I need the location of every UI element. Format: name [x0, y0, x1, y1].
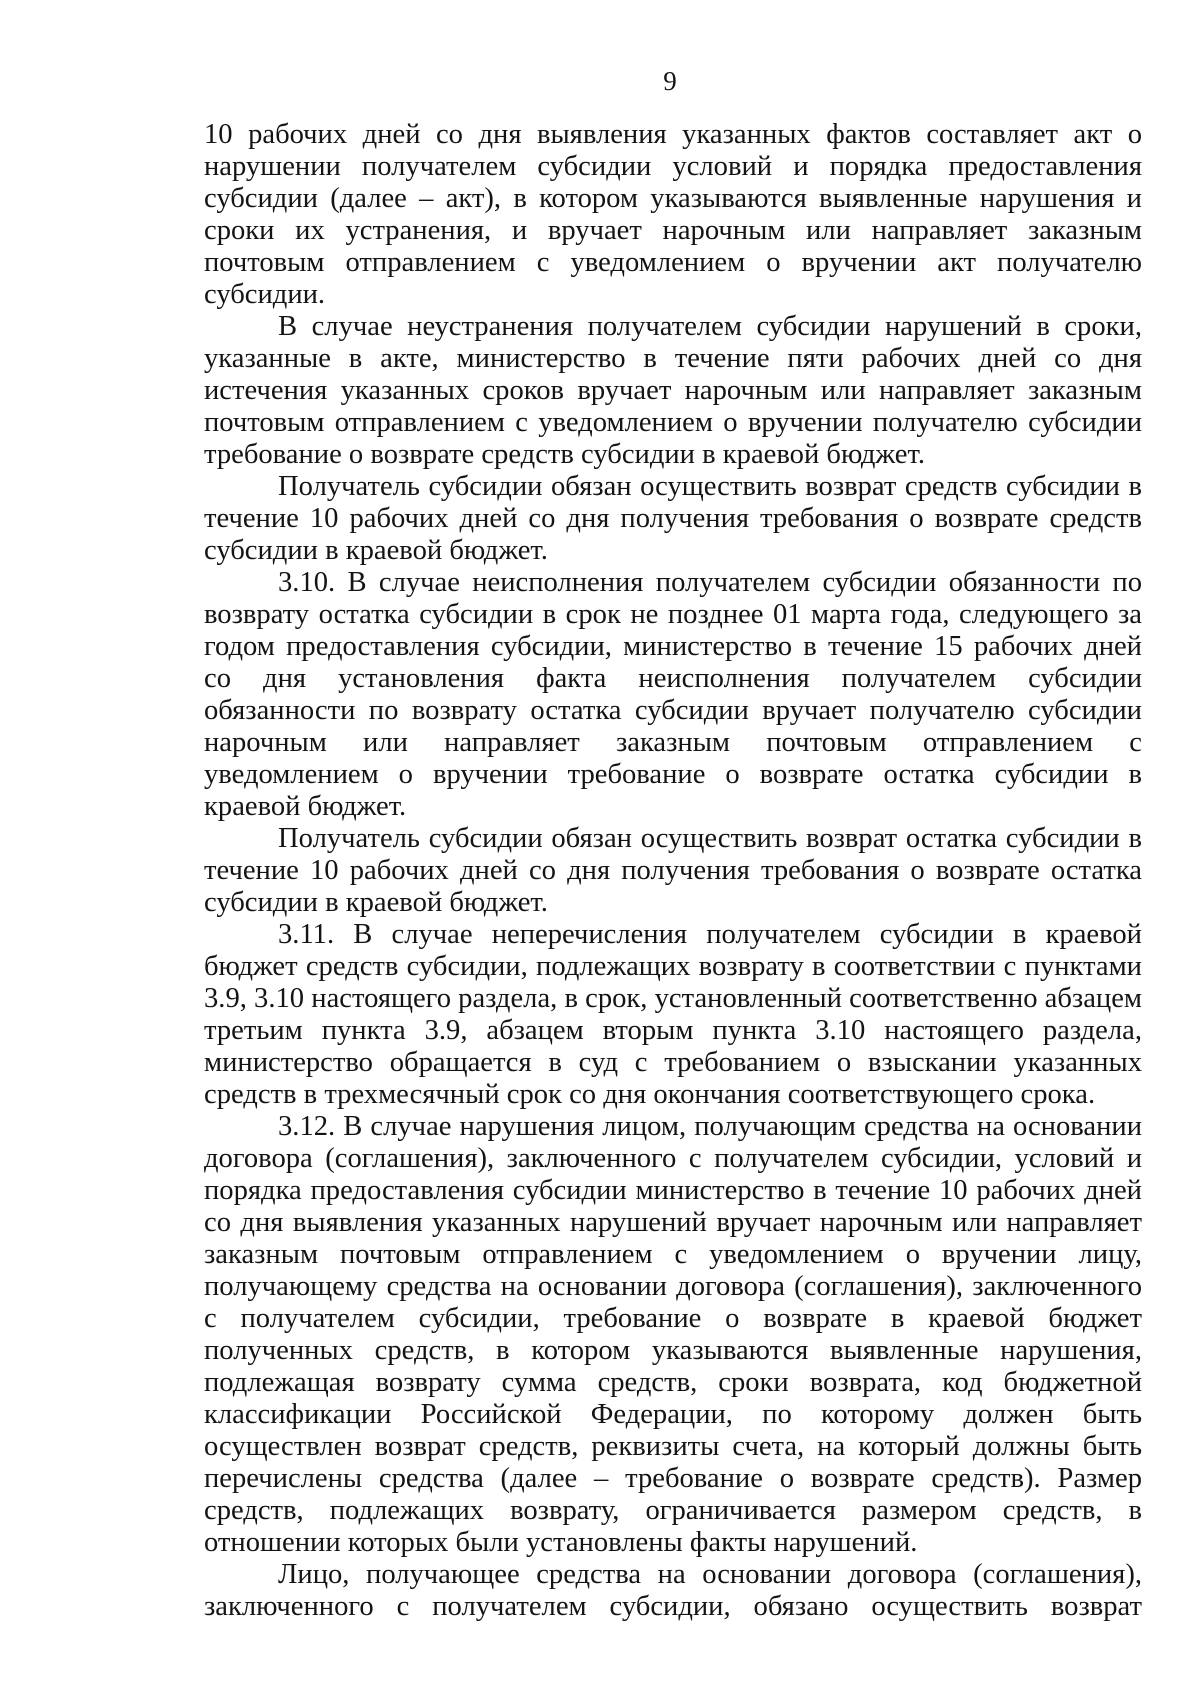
paragraph-recipient-obligation: Лицо, получающее средства на основании договора (соглашения), заключенного с получателем субсидии, обязано осуществить возврат [204, 1559, 1142, 1622]
paragraph-remainder-return-obligation: Получатель субсидии обязан осуществить возврат остатка субсидии в течение 10 рабочих дней со дня получения требования о возврате остатка субсидии в краевой бюджет. [204, 823, 1142, 918]
paragraph-non-remediation: В случае неустранения получателем субсидии нарушений в сроки, указанные в акте, министерство в течение пяти рабочих дней со дня истечения указанных сроков вручает нарочным или направляет заказным почтовым отправлением с уведомлением о вручении получателю субсидии требование о возврате средств субсидии в краевой бюджет. [204, 311, 1142, 470]
paragraph-clause-3-10: 3.10. В случае неисполнения получателем субсидии обязанности по возврату остатка субсидии в срок не позднее 01 марта года, следующего за годом предоставления субсидии, министерство в течение 15 рабочих дней со дня установления факта неисполнения получателем субсидии обязанности по возврату остатка субсидии вручает получателю субсидии нарочным или направляет заказным почтовым отправлением с уведомлением о вручении требование о возврате остатка субсидии в краевой бюджет. [204, 567, 1142, 822]
paragraph-clause-3-12: 3.12. В случае нарушения лицом, получающим средства на основании договора (соглашения), заключенного с получателем субсидии, условий и порядка предоставления субсидии министерство в течение 10 рабочих дней со дня выявления указанных нарушений вручает нарочным или направляет заказным почтовым отправлением с уведомлением о вручении лицу, получающему средства на основании договора (соглашения), заключенного с получателем субсидии, требование о возврате в краевой бюджет полученных средств, в котором указываются выявленные нарушения, подлежащая возврату сумма средств, сроки возврата, код бюджетной классификации Российской Федерации, по которому должен быть осуществлен возврат средств, реквизиты счета, на который должны быть перечислены средства (далее – требование о возврате средств). Размер средств, подлежащих возврату, ограничивается размером средств, в отношении которых были установлены факты нарушений. [204, 1111, 1142, 1558]
paragraph-subsidy-return-obligation: Получатель субсидии обязан осуществить возврат средств субсидии в течение 10 рабочих дней со дня получения требования о возврате средств субсидии в краевой бюджет. [204, 471, 1142, 566]
paragraph-continued-from-previous-page: 10 рабочих дней со дня выявления указанных фактов составляет акт о нарушении получателем субсидии условий и порядка предоставления субсидии (далее – акт), в котором указываются выявленные нарушения и сроки их устранения, и вручает нарочным или направляет заказным почтовым отправлением с уведомлением о вручении акт получателю субсидии. [204, 119, 1142, 310]
document-body [204, 119, 1142, 1623]
page-number: 9 [663, 66, 677, 96]
paragraph-clause-3-11: 3.11. В случае неперечисления получателем субсидии в краевой бюджет средств субсидии, подлежащих возврату в соответствии с пунктами 3.9, 3.10 настоящего раздела, в срок, установленный соответственно абзацем третьим пункта 3.9, абзацем вторым пункта 3.10 настоящего раздела, министерство обращается в суд с требованием о взыскании указанных средств в трехмесячный срок со дня окончания соответствующего срока. [204, 919, 1142, 1110]
